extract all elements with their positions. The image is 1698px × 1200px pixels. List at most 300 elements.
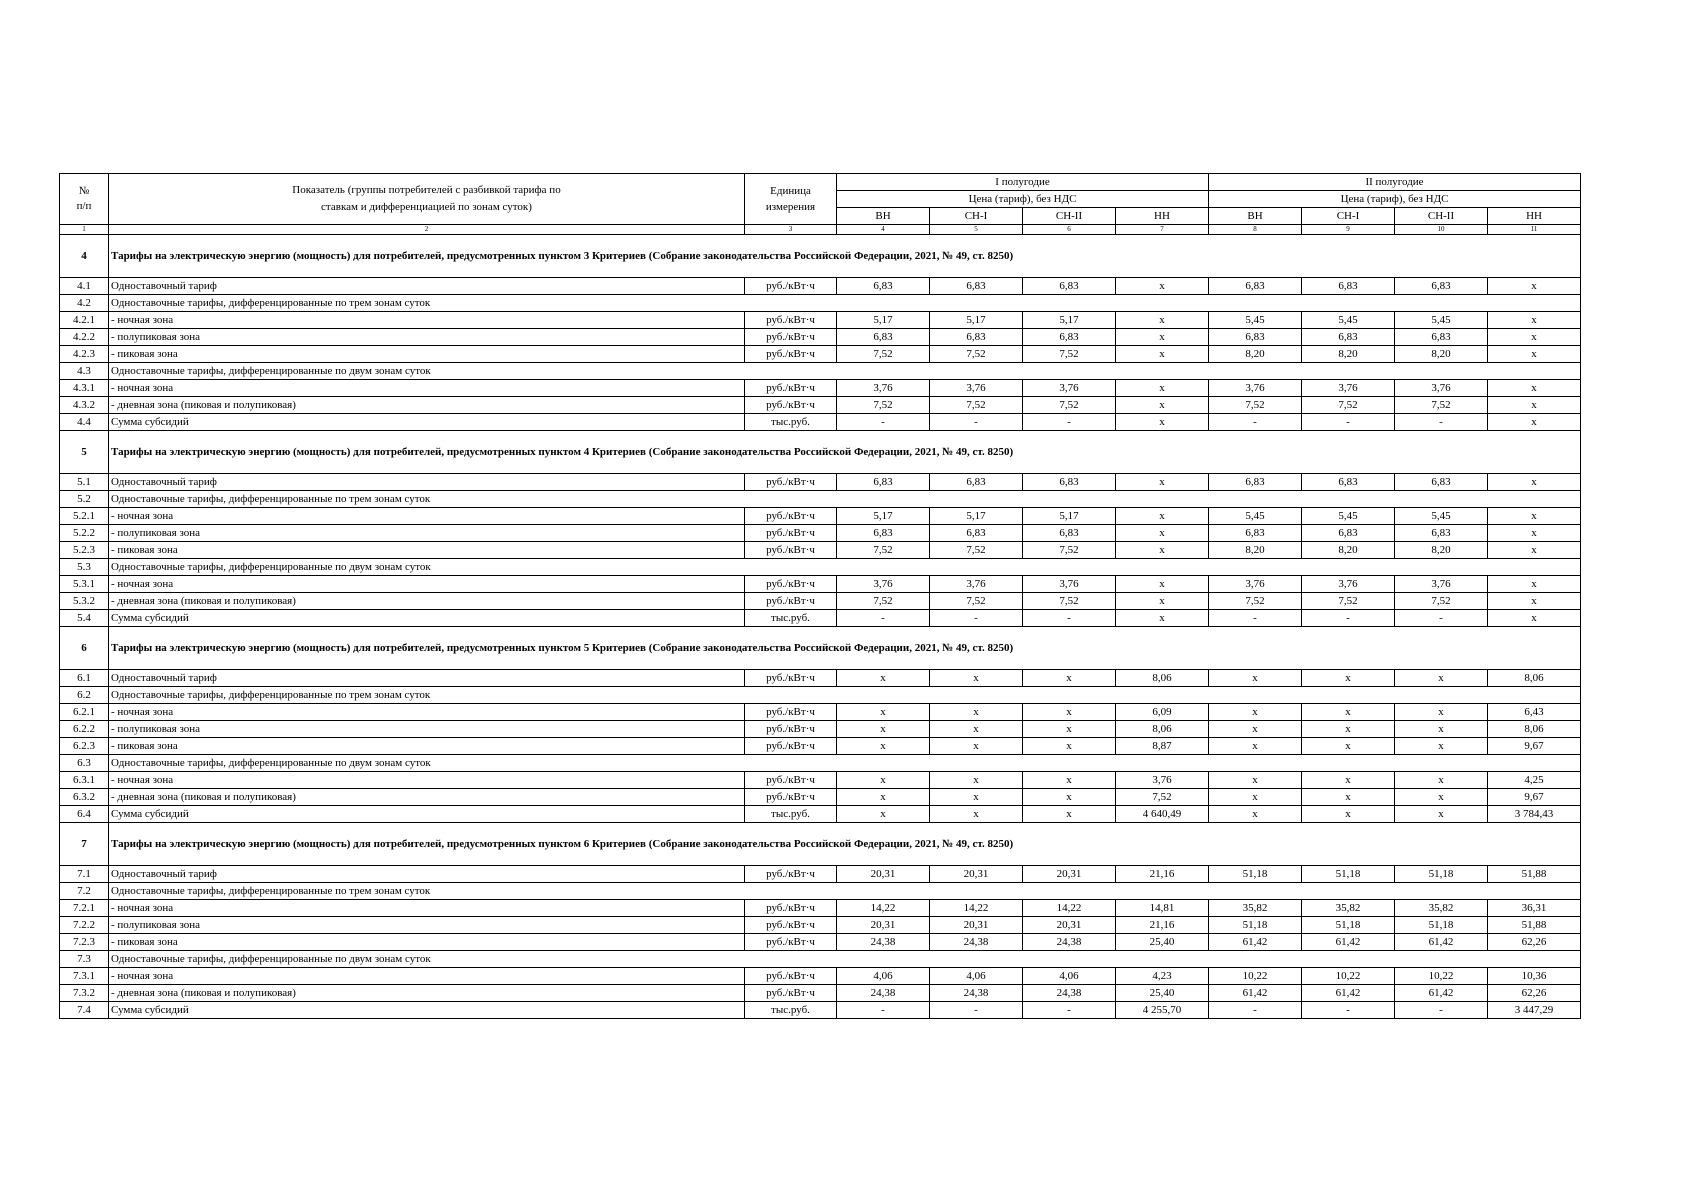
table-row — [60, 474, 1581, 491]
row-indicator: Сумма субсидий — [109, 610, 745, 627]
tariff-value-cell: 8,20 — [1209, 346, 1302, 363]
tariff-value-cell: 61,42 — [1209, 985, 1302, 1002]
table-row — [60, 738, 1581, 755]
tariff-value-cell: 51,18 — [1209, 866, 1302, 883]
table-row — [60, 917, 1581, 934]
row-unit: руб./кВт·ч — [745, 312, 837, 329]
row-unit: руб./кВт·ч — [745, 474, 837, 491]
header-half-1: I полугодие — [837, 174, 1209, 191]
table-body — [60, 235, 1581, 1019]
row-number: 7.1 — [60, 866, 109, 883]
tariff-value-cell: x — [1488, 278, 1581, 295]
row-indicator: Одноставочные тарифы, дифференцированные по трем зонам суток — [109, 295, 1581, 312]
tariff-value-cell: x — [1302, 738, 1395, 755]
row-unit: тыс.руб. — [745, 610, 837, 627]
tariff-value-cell: x — [1302, 789, 1395, 806]
tariff-value-cell: 51,88 — [1488, 866, 1581, 883]
tariff-value-cell: - — [930, 414, 1023, 431]
tariff-value-cell: 3,76 — [930, 576, 1023, 593]
tariff-value-cell: x — [1116, 508, 1209, 525]
tariff-value-cell: x — [1488, 312, 1581, 329]
tariff-value-cell: 6,83 — [1209, 278, 1302, 295]
tariff-value-cell: 7,52 — [837, 346, 930, 363]
tariff-value-cell: 61,42 — [1395, 934, 1488, 951]
table-row — [60, 508, 1581, 525]
table-row — [60, 542, 1581, 559]
column-number: 3 — [745, 225, 837, 235]
table-row — [60, 866, 1581, 883]
row-indicator: - полупиковая зона — [109, 525, 745, 542]
row-indicator: - дневная зона (пиковая и полупиковая) — [109, 593, 745, 610]
table-group-row — [60, 883, 1581, 900]
row-indicator: Одноставочные тарифы, дифференцированные по двум зонам суток — [109, 559, 1581, 576]
row-number: 6.1 — [60, 670, 109, 687]
table-row — [60, 576, 1581, 593]
tariff-value-cell: - — [1395, 610, 1488, 627]
row-indicator: - пиковая зона — [109, 738, 745, 755]
column-number: 1 — [60, 225, 109, 235]
row-unit: руб./кВт·ч — [745, 866, 837, 883]
row-number: 7.2 — [60, 883, 109, 900]
tariff-value-cell: - — [930, 610, 1023, 627]
tariff-value-cell: 4,06 — [930, 968, 1023, 985]
row-unit: руб./кВт·ч — [745, 278, 837, 295]
tariff-value-cell: 8,06 — [1488, 670, 1581, 687]
tariff-value-cell: 4,06 — [1023, 968, 1116, 985]
table-group-row — [60, 687, 1581, 704]
row-number: 6.3.1 — [60, 772, 109, 789]
tariff-value-cell: 7,52 — [1023, 593, 1116, 610]
tariff-value-cell: 4 640,49 — [1116, 806, 1209, 823]
row-unit: тыс.руб. — [745, 414, 837, 431]
tariff-value-cell: 14,81 — [1116, 900, 1209, 917]
section-title: Тарифы на электрическую энергию (мощность) для потребителей, предусмотренных пунктом 4 Критериев (Собрание законодательства Российской Федерации, 2021, № 49, ст. 8250) — [109, 431, 1581, 474]
tariff-value-cell: - — [1302, 414, 1395, 431]
tariff-value-cell: 51,18 — [1395, 866, 1488, 883]
tariff-value-cell: 9,67 — [1488, 789, 1581, 806]
row-unit: руб./кВт·ч — [745, 508, 837, 525]
row-indicator: - дневная зона (пиковая и полупиковая) — [109, 985, 745, 1002]
header-level: СН-I — [930, 208, 1023, 225]
table-row — [60, 772, 1581, 789]
tariff-value-cell: x — [1488, 542, 1581, 559]
header-half-2: II полугодие — [1209, 174, 1581, 191]
tariff-value-cell: x — [1302, 721, 1395, 738]
tariff-value-cell: 8,20 — [1302, 346, 1395, 363]
row-unit: руб./кВт·ч — [745, 346, 837, 363]
tariff-value-cell: x — [837, 738, 930, 755]
tariff-value-cell: 20,31 — [1023, 917, 1116, 934]
tariff-value-cell: 51,88 — [1488, 917, 1581, 934]
row-number: 5.3.1 — [60, 576, 109, 593]
tariff-value-cell: 6,83 — [1395, 474, 1488, 491]
tariff-value-cell: 8,06 — [1488, 721, 1581, 738]
tariff-value-cell: 5,45 — [1209, 508, 1302, 525]
row-number: 7.4 — [60, 1002, 109, 1019]
column-number: 9 — [1302, 225, 1395, 235]
row-unit: руб./кВт·ч — [745, 380, 837, 397]
column-number: 5 — [930, 225, 1023, 235]
row-number: 6.3.2 — [60, 789, 109, 806]
tariff-value-cell: x — [837, 789, 930, 806]
header-price-1: Цена (тариф), без НДС — [837, 191, 1209, 208]
tariff-value-cell: 6,83 — [1023, 329, 1116, 346]
row-indicator: Сумма субсидий — [109, 414, 745, 431]
tariff-value-cell: 5,17 — [1023, 508, 1116, 525]
tariff-value-cell: 6,83 — [1395, 525, 1488, 542]
table-group-row — [60, 755, 1581, 772]
row-number: 5.4 — [60, 610, 109, 627]
table-row — [60, 934, 1581, 951]
tariff-value-cell: 3,76 — [1116, 772, 1209, 789]
tariff-value-cell: x — [1209, 806, 1302, 823]
tariff-value-cell: 6,83 — [930, 474, 1023, 491]
tariff-value-cell: x — [1488, 610, 1581, 627]
row-number: 5.1 — [60, 474, 109, 491]
tariff-value-cell: x — [1023, 738, 1116, 755]
tariff-value-cell: 7,52 — [1023, 397, 1116, 414]
table-row — [60, 278, 1581, 295]
tariff-value-cell: x — [1116, 329, 1209, 346]
tariff-value-cell: x — [1023, 772, 1116, 789]
tariff-value-cell: 9,67 — [1488, 738, 1581, 755]
row-unit: руб./кВт·ч — [745, 968, 837, 985]
row-indicator: Одноставочный тариф — [109, 278, 745, 295]
tariff-value-cell: 7,52 — [837, 593, 930, 610]
column-number-row — [60, 225, 1581, 235]
row-indicator: - дневная зона (пиковая и полупиковая) — [109, 789, 745, 806]
tariff-value-cell: 4 255,70 — [1116, 1002, 1209, 1019]
header-unit: Единица измерения — [745, 174, 837, 225]
row-indicator: - пиковая зона — [109, 934, 745, 951]
row-unit: руб./кВт·ч — [745, 738, 837, 755]
tariff-value-cell: 24,38 — [1023, 985, 1116, 1002]
tariff-value-cell: - — [1209, 414, 1302, 431]
tariff-value-cell: x — [1488, 346, 1581, 363]
header-indicator: Показатель (группы потребителей с разбивкой тарифа по ставкам и дифференциацией по зонам суток) — [109, 174, 745, 225]
tariff-value-cell: x — [1488, 397, 1581, 414]
tariff-value-cell: x — [930, 670, 1023, 687]
tariff-value-cell: 7,52 — [930, 542, 1023, 559]
tariff-value-cell: x — [1023, 721, 1116, 738]
tariff-value-cell: 6,83 — [1395, 278, 1488, 295]
tariff-value-cell: x — [1488, 508, 1581, 525]
row-indicator: Одноставочные тарифы, дифференцированные по трем зонам суток — [109, 687, 1581, 704]
row-unit: руб./кВт·ч — [745, 917, 837, 934]
row-indicator: Сумма субсидий — [109, 1002, 745, 1019]
row-number: 4.3.1 — [60, 380, 109, 397]
tariff-value-cell: x — [837, 721, 930, 738]
table-row — [60, 789, 1581, 806]
tariff-value-cell: 14,22 — [1023, 900, 1116, 917]
table-row — [60, 721, 1581, 738]
table-row — [60, 670, 1581, 687]
tariff-value-cell: 20,31 — [837, 866, 930, 883]
row-number: 5.2.3 — [60, 542, 109, 559]
tariff-value-cell: 6,83 — [930, 525, 1023, 542]
tariff-value-cell: - — [930, 1002, 1023, 1019]
tariff-value-cell: x — [1302, 772, 1395, 789]
row-unit: руб./кВт·ч — [745, 542, 837, 559]
header-level: ВН — [837, 208, 930, 225]
tariff-value-cell: 8,20 — [1395, 346, 1488, 363]
header-num: № п/п — [60, 174, 109, 225]
tariff-value-cell: 6,83 — [1302, 474, 1395, 491]
table-row — [60, 414, 1581, 431]
tariff-value-cell: 10,22 — [1302, 968, 1395, 985]
tariff-value-cell: 35,82 — [1209, 900, 1302, 917]
tariff-value-cell: 3,76 — [837, 576, 930, 593]
tariff-value-cell: 7,52 — [837, 542, 930, 559]
tariff-value-cell: 6,83 — [1023, 474, 1116, 491]
tariff-value-cell: 24,38 — [930, 934, 1023, 951]
table-row — [60, 346, 1581, 363]
tariff-value-cell: 7,52 — [930, 346, 1023, 363]
table-group-row — [60, 363, 1581, 380]
tariff-value-cell: 8,20 — [1209, 542, 1302, 559]
tariff-value-cell: 7,52 — [837, 397, 930, 414]
row-number: 5.2.1 — [60, 508, 109, 525]
tariff-value-cell: 3 784,43 — [1488, 806, 1581, 823]
tariff-value-cell: 6,83 — [930, 329, 1023, 346]
tariff-value-cell: 35,82 — [1395, 900, 1488, 917]
row-unit: руб./кВт·ч — [745, 329, 837, 346]
tariff-value-cell: - — [837, 414, 930, 431]
row-number: 7.2.1 — [60, 900, 109, 917]
tariff-value-cell: x — [1488, 380, 1581, 397]
row-indicator: Одноставочный тариф — [109, 866, 745, 883]
row-number: 4.2.1 — [60, 312, 109, 329]
tariff-value-cell: 8,20 — [1302, 542, 1395, 559]
header-level: СН-I — [1302, 208, 1395, 225]
column-number: 8 — [1209, 225, 1302, 235]
row-number: 4.3.2 — [60, 397, 109, 414]
tariff-value-cell: 4,23 — [1116, 968, 1209, 985]
tariff-value-cell: 4,06 — [837, 968, 930, 985]
tariff-value-cell: 7,52 — [1302, 397, 1395, 414]
tariff-value-cell: 3 447,29 — [1488, 1002, 1581, 1019]
row-indicator: - ночная зона — [109, 576, 745, 593]
row-indicator: - дневная зона (пиковая и полупиковая) — [109, 397, 745, 414]
tariff-value-cell: 5,45 — [1209, 312, 1302, 329]
table-row — [60, 593, 1581, 610]
tariff-value-cell: 35,82 — [1302, 900, 1395, 917]
tariff-value-cell: 24,38 — [930, 985, 1023, 1002]
header-price-2: Цена (тариф), без НДС — [1209, 191, 1581, 208]
row-indicator: - ночная зона — [109, 380, 745, 397]
row-indicator: - ночная зона — [109, 968, 745, 985]
tariff-value-cell: - — [1023, 610, 1116, 627]
tariff-value-cell: 36,31 — [1488, 900, 1581, 917]
tariff-value-cell: x — [1209, 789, 1302, 806]
tariff-value-cell: 14,22 — [837, 900, 930, 917]
row-indicator: - полупиковая зона — [109, 329, 745, 346]
tariff-value-cell: 6,83 — [1023, 525, 1116, 542]
row-unit: руб./кВт·ч — [745, 772, 837, 789]
tariff-value-cell: 24,38 — [1023, 934, 1116, 951]
row-indicator: - ночная зона — [109, 772, 745, 789]
tariff-value-cell: x — [1395, 738, 1488, 755]
header-level: СН-II — [1023, 208, 1116, 225]
row-indicator: - ночная зона — [109, 900, 745, 917]
header-level: ВН — [1209, 208, 1302, 225]
row-number: 6.2.1 — [60, 704, 109, 721]
table-row — [60, 968, 1581, 985]
tariff-value-cell: 5,17 — [930, 312, 1023, 329]
row-indicator: Одноставочный тариф — [109, 670, 745, 687]
table-row — [60, 900, 1581, 917]
tariff-value-cell: 3,76 — [1023, 380, 1116, 397]
tariff-value-cell: 5,17 — [837, 312, 930, 329]
tariff-value-cell: x — [1116, 610, 1209, 627]
tariff-value-cell: 5,17 — [837, 508, 930, 525]
row-indicator: Сумма субсидий — [109, 806, 745, 823]
tariff-value-cell: x — [930, 704, 1023, 721]
tariff-value-cell: 5,45 — [1395, 312, 1488, 329]
tariff-value-cell: x — [1116, 576, 1209, 593]
row-unit: тыс.руб. — [745, 806, 837, 823]
tariff-value-cell: x — [1209, 704, 1302, 721]
row-indicator: - полупиковая зона — [109, 721, 745, 738]
tariff-value-cell: 24,38 — [837, 934, 930, 951]
tariff-value-cell: 10,36 — [1488, 968, 1581, 985]
tariff-value-cell: 6,83 — [1302, 525, 1395, 542]
tariff-value-cell: 3,76 — [1302, 576, 1395, 593]
tariff-value-cell: x — [1209, 670, 1302, 687]
tariff-value-cell: 51,18 — [1302, 866, 1395, 883]
tariff-value-cell: 7,52 — [1116, 789, 1209, 806]
tariff-value-cell: x — [1116, 397, 1209, 414]
tariff-value-cell: 61,42 — [1395, 985, 1488, 1002]
table-row — [60, 312, 1581, 329]
tariff-value-cell: 14,22 — [930, 900, 1023, 917]
tariff-value-cell: x — [1209, 721, 1302, 738]
tariff-table — [59, 173, 1581, 1019]
tariff-value-cell: x — [1116, 474, 1209, 491]
tariff-value-cell: x — [1116, 380, 1209, 397]
tariff-value-cell: x — [1116, 525, 1209, 542]
tariff-value-cell: 51,18 — [1209, 917, 1302, 934]
tariff-value-cell: 62,26 — [1488, 985, 1581, 1002]
row-unit: руб./кВт·ч — [745, 789, 837, 806]
tariff-value-cell: 20,31 — [1023, 866, 1116, 883]
row-unit: руб./кВт·ч — [745, 525, 837, 542]
table-header — [60, 174, 1581, 235]
table-group-row — [60, 559, 1581, 576]
tariff-value-cell: 61,42 — [1302, 985, 1395, 1002]
section-row — [60, 823, 1581, 866]
tariff-value-cell: x — [837, 704, 930, 721]
tariff-value-cell: 6,83 — [837, 278, 930, 295]
tariff-value-cell: 6,83 — [1209, 474, 1302, 491]
header-level: НН — [1488, 208, 1581, 225]
tariff-value-cell: 3,76 — [1395, 380, 1488, 397]
row-unit: руб./кВт·ч — [745, 593, 837, 610]
tariff-value-cell: 51,18 — [1302, 917, 1395, 934]
tariff-value-cell: x — [837, 806, 930, 823]
tariff-value-cell: 8,06 — [1116, 670, 1209, 687]
section-number: 7 — [60, 823, 109, 866]
tariff-value-cell: x — [1488, 414, 1581, 431]
tariff-value-cell: 3,76 — [1209, 576, 1302, 593]
section-number: 6 — [60, 627, 109, 670]
tariff-value-cell: x — [1116, 414, 1209, 431]
table-row — [60, 610, 1581, 627]
tariff-value-cell: x — [1302, 806, 1395, 823]
tariff-value-cell: 7,52 — [1395, 397, 1488, 414]
column-number: 6 — [1023, 225, 1116, 235]
table-row — [60, 329, 1581, 346]
tariff-value-cell: x — [1488, 525, 1581, 542]
table-group-row — [60, 951, 1581, 968]
tariff-value-cell: 21,16 — [1116, 917, 1209, 934]
row-indicator: - полупиковая зона — [109, 917, 745, 934]
row-indicator: Одноставочные тарифы, дифференцированные по двум зонам суток — [109, 951, 1581, 968]
tariff-value-cell: x — [1488, 593, 1581, 610]
tariff-value-cell: 21,16 — [1116, 866, 1209, 883]
section-number: 4 — [60, 235, 109, 278]
tariff-value-cell: - — [1395, 414, 1488, 431]
tariff-value-cell: 61,42 — [1302, 934, 1395, 951]
tariff-value-cell: x — [1116, 593, 1209, 610]
column-number: 2 — [109, 225, 745, 235]
row-indicator: - пиковая зона — [109, 542, 745, 559]
row-number: 4.1 — [60, 278, 109, 295]
row-indicator: Одноставочные тарифы, дифференцированные по двум зонам суток — [109, 363, 1581, 380]
tariff-value-cell: 8,06 — [1116, 721, 1209, 738]
tariff-value-cell: x — [1302, 704, 1395, 721]
header-level: НН — [1116, 208, 1209, 225]
tariff-value-cell: 10,22 — [1395, 968, 1488, 985]
tariff-value-cell: 6,83 — [1209, 329, 1302, 346]
tariff-value-cell: x — [1023, 670, 1116, 687]
tariff-value-cell: 20,31 — [930, 917, 1023, 934]
tariff-value-cell: x — [1116, 312, 1209, 329]
tariff-value-cell: 10,22 — [1209, 968, 1302, 985]
row-indicator: Одноставочные тарифы, дифференцированные по двум зонам суток — [109, 755, 1581, 772]
tariff-value-cell: 6,83 — [1023, 278, 1116, 295]
tariff-value-cell: 51,18 — [1395, 917, 1488, 934]
row-unit: руб./кВт·ч — [745, 576, 837, 593]
row-number: 5.2.2 — [60, 525, 109, 542]
tariff-value-cell: x — [1395, 721, 1488, 738]
tariff-value-cell: x — [1209, 738, 1302, 755]
tariff-value-cell: 7,52 — [1209, 593, 1302, 610]
row-number: 5.3 — [60, 559, 109, 576]
section-row — [60, 235, 1581, 278]
tariff-value-cell: x — [930, 789, 1023, 806]
column-number: 7 — [1116, 225, 1209, 235]
header-level: СН-II — [1395, 208, 1488, 225]
tariff-value-cell: x — [1023, 806, 1116, 823]
tariff-value-cell: - — [837, 610, 930, 627]
tariff-value-cell: x — [1395, 704, 1488, 721]
tariff-value-cell: - — [1023, 414, 1116, 431]
row-indicator: Одноставочные тарифы, дифференцированные по трем зонам суток — [109, 491, 1581, 508]
tariff-value-cell: x — [1209, 772, 1302, 789]
tariff-value-cell: x — [1488, 329, 1581, 346]
section-title: Тарифы на электрическую энергию (мощность) для потребителей, предусмотренных пунктом 6 Критериев (Собрание законодательства Российской Федерации, 2021, № 49, ст. 8250) — [109, 823, 1581, 866]
tariff-value-cell: - — [1209, 1002, 1302, 1019]
section-row — [60, 627, 1581, 670]
tariff-value-cell: 5,17 — [1023, 312, 1116, 329]
row-number: 5.3.2 — [60, 593, 109, 610]
row-indicator: Одноставочный тариф — [109, 474, 745, 491]
row-unit: руб./кВт·ч — [745, 934, 837, 951]
tariff-value-cell: 6,83 — [1395, 329, 1488, 346]
tariff-value-cell: 3,76 — [1209, 380, 1302, 397]
tariff-value-cell: 7,52 — [1302, 593, 1395, 610]
